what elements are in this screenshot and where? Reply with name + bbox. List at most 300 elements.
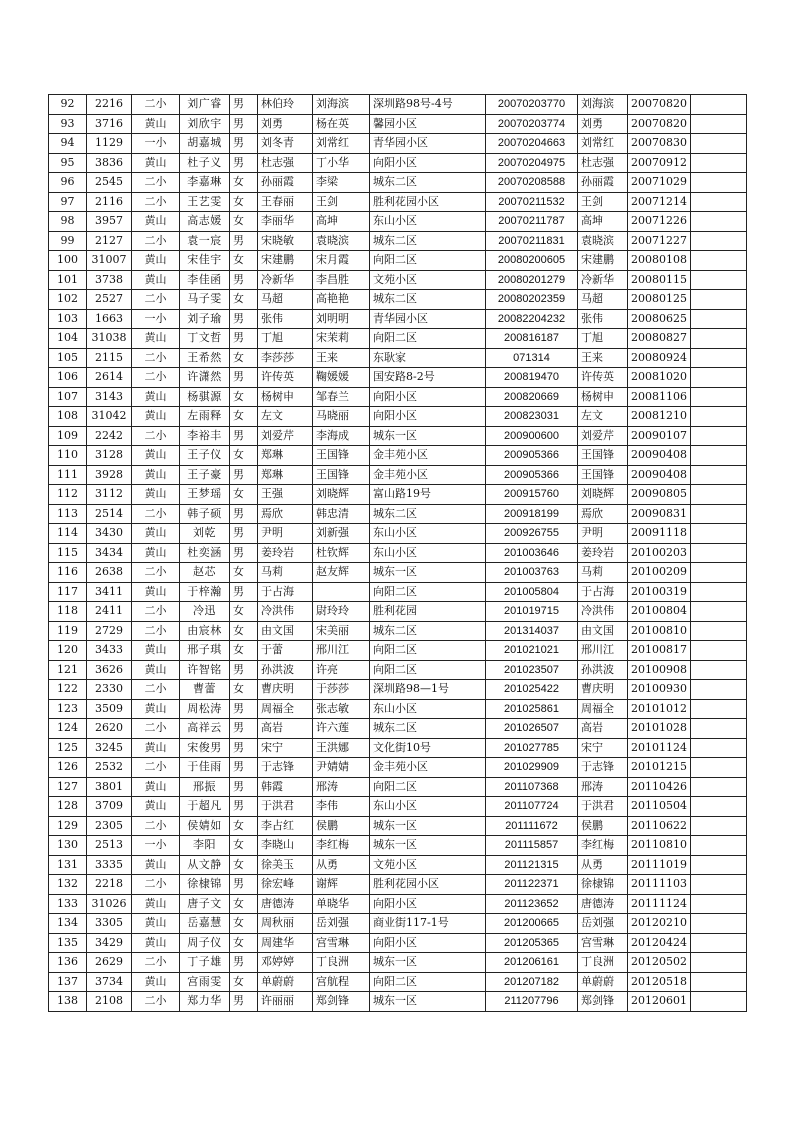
school-cell: 二小 [132, 680, 180, 700]
row-number-cell: 130 [49, 836, 87, 856]
guardian-1-cell: 李晓山 [258, 836, 313, 856]
guardian-1-cell: 高岩 [258, 719, 313, 739]
school-cell: 黄山 [132, 270, 180, 290]
guardian-2-cell: 刘常红 [313, 134, 370, 154]
gender-cell: 女 [230, 641, 258, 661]
row-number-cell: 112 [49, 485, 87, 505]
id-number-cell: 200819470 [486, 368, 578, 388]
gender-cell: 男 [230, 309, 258, 329]
guardian-1-cell: 尹明 [258, 524, 313, 544]
empty-cell [691, 485, 747, 505]
school-cell: 黄山 [132, 212, 180, 232]
student-name-cell: 袁一宸 [180, 231, 230, 251]
date-cell: 20120210 [628, 914, 691, 934]
student-code-cell: 3434 [87, 543, 132, 563]
student-name-cell: 岳嘉慧 [180, 914, 230, 934]
guardian-1-cell: 杜志强 [258, 153, 313, 173]
student-name-cell: 于超凡 [180, 797, 230, 817]
school-cell: 二小 [132, 231, 180, 251]
id-number-cell: 211207796 [486, 992, 578, 1012]
student-name-cell: 丁文哲 [180, 329, 230, 349]
row-number-cell: 104 [49, 329, 87, 349]
empty-cell [691, 836, 747, 856]
student-code-cell: 2513 [87, 836, 132, 856]
school-cell: 黄山 [132, 329, 180, 349]
date-cell: 20100810 [628, 621, 691, 641]
gender-cell: 女 [230, 290, 258, 310]
guardian-2-cell: 宫雪琳 [313, 933, 370, 953]
table-row [49, 777, 747, 797]
id-number-cell: 201026507 [486, 719, 578, 739]
address-cell: 富山路19号 [370, 485, 486, 505]
contact-name-cell: 袁晓滨 [578, 231, 628, 251]
gender-cell: 女 [230, 836, 258, 856]
id-number-cell: 20070204975 [486, 153, 578, 173]
student-name-cell: 韩子硕 [180, 504, 230, 524]
gender-cell: 男 [230, 875, 258, 895]
guardian-2-cell: 杨在英 [313, 114, 370, 134]
row-number-cell: 122 [49, 680, 87, 700]
school-cell: 黄山 [132, 251, 180, 271]
student-code-cell: 3957 [87, 212, 132, 232]
empty-cell [691, 777, 747, 797]
date-cell: 20120518 [628, 972, 691, 992]
id-number-cell: 201019715 [486, 602, 578, 622]
empty-cell [691, 465, 747, 485]
guardian-1-cell: 郑琳 [258, 446, 313, 466]
row-number-cell: 137 [49, 972, 87, 992]
id-number-cell: 201025422 [486, 680, 578, 700]
empty-cell [691, 738, 747, 758]
empty-cell [691, 426, 747, 446]
gender-cell: 女 [230, 894, 258, 914]
student-name-cell: 王梦瑶 [180, 485, 230, 505]
school-cell: 黄山 [132, 446, 180, 466]
date-cell: 20090805 [628, 485, 691, 505]
school-cell: 二小 [132, 173, 180, 193]
student-name-cell: 李裕丰 [180, 426, 230, 446]
row-number-cell: 132 [49, 875, 87, 895]
contact-name-cell: 从勇 [578, 855, 628, 875]
date-cell: 20090831 [628, 504, 691, 524]
student-code-cell: 2514 [87, 504, 132, 524]
student-code-cell: 3128 [87, 446, 132, 466]
guardian-2-cell: 宋茉莉 [313, 329, 370, 349]
student-code-cell: 2614 [87, 368, 132, 388]
address-cell: 金丰苑小区 [370, 758, 486, 778]
school-cell: 黄山 [132, 777, 180, 797]
table-row [49, 524, 747, 544]
address-cell: 青华园小区 [370, 309, 486, 329]
address-cell: 金丰苑小区 [370, 465, 486, 485]
row-number-cell: 107 [49, 387, 87, 407]
school-cell: 二小 [132, 602, 180, 622]
contact-name-cell: 高坤 [578, 212, 628, 232]
student-name-cell: 于梓瀚 [180, 582, 230, 602]
contact-name-cell: 单蔚蔚 [578, 972, 628, 992]
id-number-cell: 071314 [486, 348, 578, 368]
address-cell: 商业街117-1号 [370, 914, 486, 934]
table-row [49, 212, 747, 232]
address-cell: 向阳二区 [370, 641, 486, 661]
student-name-cell: 左雨释 [180, 407, 230, 427]
student-code-cell: 3928 [87, 465, 132, 485]
table-row [49, 875, 747, 895]
empty-cell [691, 972, 747, 992]
address-cell: 深圳路98—1号 [370, 680, 486, 700]
guardian-1-cell: 宋晓敏 [258, 231, 313, 251]
table-row [49, 504, 747, 524]
contact-name-cell: 姜玲岩 [578, 543, 628, 563]
student-name-cell: 刘欣宇 [180, 114, 230, 134]
address-cell: 城东二区 [370, 621, 486, 641]
gender-cell: 男 [230, 543, 258, 563]
empty-cell [691, 563, 747, 583]
school-cell: 黄山 [132, 114, 180, 134]
student-code-cell: 31026 [87, 894, 132, 914]
guardian-1-cell: 徐美玉 [258, 855, 313, 875]
date-cell: 20100817 [628, 641, 691, 661]
table-row [49, 738, 747, 758]
row-number-cell: 117 [49, 582, 87, 602]
school-cell: 二小 [132, 348, 180, 368]
guardian-2-cell: 宋月霞 [313, 251, 370, 271]
id-number-cell: 20070211532 [486, 192, 578, 212]
gender-cell: 男 [230, 719, 258, 739]
id-number-cell: 201025861 [486, 699, 578, 719]
school-cell: 黄山 [132, 485, 180, 505]
date-cell: 20080125 [628, 290, 691, 310]
guardian-2-cell: 郑剑锋 [313, 992, 370, 1012]
guardian-1-cell: 于蕾 [258, 641, 313, 661]
table-row [49, 914, 747, 934]
contact-name-cell: 邢涛 [578, 777, 628, 797]
empty-cell [691, 134, 747, 154]
guardian-1-cell: 由文国 [258, 621, 313, 641]
guardian-2-cell: 袁晓滨 [313, 231, 370, 251]
student-code-cell: 3433 [87, 641, 132, 661]
student-code-cell: 31007 [87, 251, 132, 271]
guardian-2-cell: 许六莲 [313, 719, 370, 739]
date-cell: 20070820 [628, 114, 691, 134]
guardian-1-cell: 马超 [258, 290, 313, 310]
gender-cell: 男 [230, 524, 258, 544]
gender-cell: 女 [230, 933, 258, 953]
guardian-2-cell: 鞠媛媛 [313, 368, 370, 388]
contact-name-cell: 刘常红 [578, 134, 628, 154]
address-cell: 国安路8-2号 [370, 368, 486, 388]
guardian-2-cell: 刘海滨 [313, 95, 370, 115]
date-cell: 20071227 [628, 231, 691, 251]
guardian-2-cell: 王国锋 [313, 446, 370, 466]
guardian-2-cell: 杜钦辉 [313, 543, 370, 563]
guardian-1-cell: 于占海 [258, 582, 313, 602]
gender-cell: 男 [230, 368, 258, 388]
id-number-cell: 20080201279 [486, 270, 578, 290]
guardian-2-cell: 尹婧婧 [313, 758, 370, 778]
row-number-cell: 109 [49, 426, 87, 446]
gender-cell: 男 [230, 426, 258, 446]
row-number-cell: 93 [49, 114, 87, 134]
id-number-cell: 201023507 [486, 660, 578, 680]
school-cell: 黄山 [132, 738, 180, 758]
student-code-cell: 2218 [87, 875, 132, 895]
contact-name-cell: 高岩 [578, 719, 628, 739]
empty-cell [691, 816, 747, 836]
id-number-cell: 20082204232 [486, 309, 578, 329]
row-number-cell: 114 [49, 524, 87, 544]
student-code-cell: 3429 [87, 933, 132, 953]
student-code-cell: 2242 [87, 426, 132, 446]
row-number-cell: 115 [49, 543, 87, 563]
student-code-cell: 2620 [87, 719, 132, 739]
gender-cell: 男 [230, 738, 258, 758]
id-number-cell: 20070204663 [486, 134, 578, 154]
gender-cell: 女 [230, 446, 258, 466]
row-number-cell: 116 [49, 563, 87, 583]
address-cell: 馨园小区 [370, 114, 486, 134]
date-cell: 20070820 [628, 95, 691, 115]
gender-cell: 男 [230, 134, 258, 154]
row-number-cell: 105 [49, 348, 87, 368]
date-cell: 20101124 [628, 738, 691, 758]
table-row [49, 465, 747, 485]
gender-cell: 女 [230, 680, 258, 700]
gender-cell: 女 [230, 855, 258, 875]
guardian-1-cell: 宋宁 [258, 738, 313, 758]
id-number-cell: 201027785 [486, 738, 578, 758]
row-number-cell: 113 [49, 504, 87, 524]
date-cell: 20080924 [628, 348, 691, 368]
contact-name-cell: 王来 [578, 348, 628, 368]
student-name-cell: 刘广睿 [180, 95, 230, 115]
date-cell: 20100804 [628, 602, 691, 622]
guardian-2-cell: 宫航程 [313, 972, 370, 992]
empty-cell [691, 582, 747, 602]
empty-cell [691, 387, 747, 407]
table-row [49, 153, 747, 173]
empty-cell [691, 192, 747, 212]
school-cell: 黄山 [132, 660, 180, 680]
row-number-cell: 94 [49, 134, 87, 154]
guardian-1-cell: 许丽丽 [258, 992, 313, 1012]
student-code-cell: 1129 [87, 134, 132, 154]
guardian-2-cell: 侯鹏 [313, 816, 370, 836]
guardian-2-cell: 岳刘强 [313, 914, 370, 934]
empty-cell [691, 251, 747, 271]
row-number-cell: 108 [49, 407, 87, 427]
gender-cell: 女 [230, 348, 258, 368]
id-number-cell: 201003763 [486, 563, 578, 583]
empty-cell [691, 933, 747, 953]
table-row [49, 660, 747, 680]
address-cell: 东山小区 [370, 212, 486, 232]
school-cell: 黄山 [132, 641, 180, 661]
contact-name-cell: 张伟 [578, 309, 628, 329]
student-code-cell: 3709 [87, 797, 132, 817]
guardian-1-cell: 曹庆明 [258, 680, 313, 700]
gender-cell: 女 [230, 212, 258, 232]
date-cell: 20120601 [628, 992, 691, 1012]
guardian-2-cell: 王洪娜 [313, 738, 370, 758]
address-cell: 向阳二区 [370, 660, 486, 680]
student-name-cell: 从文静 [180, 855, 230, 875]
school-cell: 黄山 [132, 894, 180, 914]
student-code-cell: 2638 [87, 563, 132, 583]
contact-name-cell: 岳刘强 [578, 914, 628, 934]
school-cell: 黄山 [132, 914, 180, 934]
address-cell: 城东一区 [370, 563, 486, 583]
guardian-1-cell: 许传英 [258, 368, 313, 388]
table-row [49, 719, 747, 739]
guardian-2-cell: 赵友辉 [313, 563, 370, 583]
table-row [49, 699, 747, 719]
address-cell: 胜利花园小区 [370, 192, 486, 212]
student-code-cell: 2108 [87, 992, 132, 1012]
id-number-cell: 201123652 [486, 894, 578, 914]
student-code-cell: 3305 [87, 914, 132, 934]
student-name-cell: 李嘉琳 [180, 173, 230, 193]
guardian-1-cell: 韩霞 [258, 777, 313, 797]
id-number-cell: 20080202359 [486, 290, 578, 310]
contact-name-cell: 孙洪波 [578, 660, 628, 680]
contact-name-cell: 杜志强 [578, 153, 628, 173]
empty-cell [691, 875, 747, 895]
contact-name-cell: 冷新华 [578, 270, 628, 290]
date-cell: 20101215 [628, 758, 691, 778]
date-cell: 20081106 [628, 387, 691, 407]
empty-cell [691, 504, 747, 524]
id-number-cell: 200905366 [486, 446, 578, 466]
guardian-2-cell: 韩忠清 [313, 504, 370, 524]
table-row [49, 290, 747, 310]
table-row [49, 543, 747, 563]
date-cell: 20110622 [628, 816, 691, 836]
guardian-1-cell: 周建华 [258, 933, 313, 953]
student-name-cell: 李佳函 [180, 270, 230, 290]
id-number-cell: 201021021 [486, 641, 578, 661]
row-number-cell: 101 [49, 270, 87, 290]
row-number-cell: 95 [49, 153, 87, 173]
date-cell: 20111124 [628, 894, 691, 914]
id-number-cell: 201314037 [486, 621, 578, 641]
id-number-cell: 201206161 [486, 953, 578, 973]
gender-cell: 男 [230, 660, 258, 680]
contact-name-cell: 刘爱芹 [578, 426, 628, 446]
school-cell: 黄山 [132, 153, 180, 173]
guardian-1-cell: 李占红 [258, 816, 313, 836]
guardian-1-cell: 于洪君 [258, 797, 313, 817]
student-code-cell: 3626 [87, 660, 132, 680]
gender-cell: 男 [230, 797, 258, 817]
table-row [49, 933, 747, 953]
school-cell: 一小 [132, 836, 180, 856]
gender-cell: 女 [230, 192, 258, 212]
student-name-cell: 宋俊男 [180, 738, 230, 758]
id-number-cell: 20070211787 [486, 212, 578, 232]
gender-cell: 女 [230, 914, 258, 934]
student-code-cell: 2545 [87, 173, 132, 193]
date-cell: 20091118 [628, 524, 691, 544]
date-cell: 20090107 [628, 426, 691, 446]
row-number-cell: 129 [49, 816, 87, 836]
school-cell: 黄山 [132, 543, 180, 563]
row-number-cell: 106 [49, 368, 87, 388]
table-row [49, 192, 747, 212]
contact-name-cell: 杨树申 [578, 387, 628, 407]
student-code-cell: 2305 [87, 816, 132, 836]
table-row [49, 641, 747, 661]
contact-name-cell: 马莉 [578, 563, 628, 583]
date-cell: 20101012 [628, 699, 691, 719]
student-name-cell: 杨骐源 [180, 387, 230, 407]
date-cell: 20090408 [628, 465, 691, 485]
student-code-cell: 2115 [87, 348, 132, 368]
contact-name-cell: 宫雪琳 [578, 933, 628, 953]
school-cell: 二小 [132, 719, 180, 739]
contact-name-cell: 王国锋 [578, 465, 628, 485]
student-name-cell: 王希然 [180, 348, 230, 368]
row-number-cell: 134 [49, 914, 87, 934]
guardian-2-cell: 李海成 [313, 426, 370, 446]
contact-name-cell: 由文国 [578, 621, 628, 641]
address-cell: 城东一区 [370, 426, 486, 446]
empty-cell [691, 953, 747, 973]
student-code-cell: 2527 [87, 290, 132, 310]
school-cell: 二小 [132, 992, 180, 1012]
date-cell: 20101028 [628, 719, 691, 739]
school-cell: 黄山 [132, 797, 180, 817]
student-code-cell: 3801 [87, 777, 132, 797]
row-number-cell: 121 [49, 660, 87, 680]
empty-cell [691, 368, 747, 388]
table-row [49, 894, 747, 914]
guardian-2-cell: 李伟 [313, 797, 370, 817]
empty-cell [691, 641, 747, 661]
guardian-1-cell: 孙丽霞 [258, 173, 313, 193]
school-cell: 黄山 [132, 855, 180, 875]
date-cell: 20100930 [628, 680, 691, 700]
address-cell: 东山小区 [370, 699, 486, 719]
row-number-cell: 125 [49, 738, 87, 758]
guardian-2-cell: 单晓华 [313, 894, 370, 914]
address-cell: 城东二区 [370, 719, 486, 739]
school-cell: 二小 [132, 563, 180, 583]
guardian-1-cell: 徐宏峰 [258, 875, 313, 895]
date-cell: 20080108 [628, 251, 691, 271]
student-name-cell: 高祥云 [180, 719, 230, 739]
table-row [49, 485, 747, 505]
student-code-cell: 2330 [87, 680, 132, 700]
empty-cell [691, 524, 747, 544]
school-cell: 黄山 [132, 699, 180, 719]
guardian-2-cell: 邢涛 [313, 777, 370, 797]
empty-cell [691, 660, 747, 680]
guardian-2-cell: 许亮 [313, 660, 370, 680]
empty-cell [691, 719, 747, 739]
address-cell: 东山小区 [370, 524, 486, 544]
student-code-cell: 3738 [87, 270, 132, 290]
gender-cell: 男 [230, 777, 258, 797]
id-number-cell: 200918199 [486, 504, 578, 524]
id-number-cell: 20070203774 [486, 114, 578, 134]
guardian-2-cell: 邢川江 [313, 641, 370, 661]
guardian-1-cell: 冷洪伟 [258, 602, 313, 622]
address-cell: 向阳二区 [370, 582, 486, 602]
row-number-cell: 136 [49, 953, 87, 973]
empty-cell [691, 329, 747, 349]
empty-cell [691, 699, 747, 719]
